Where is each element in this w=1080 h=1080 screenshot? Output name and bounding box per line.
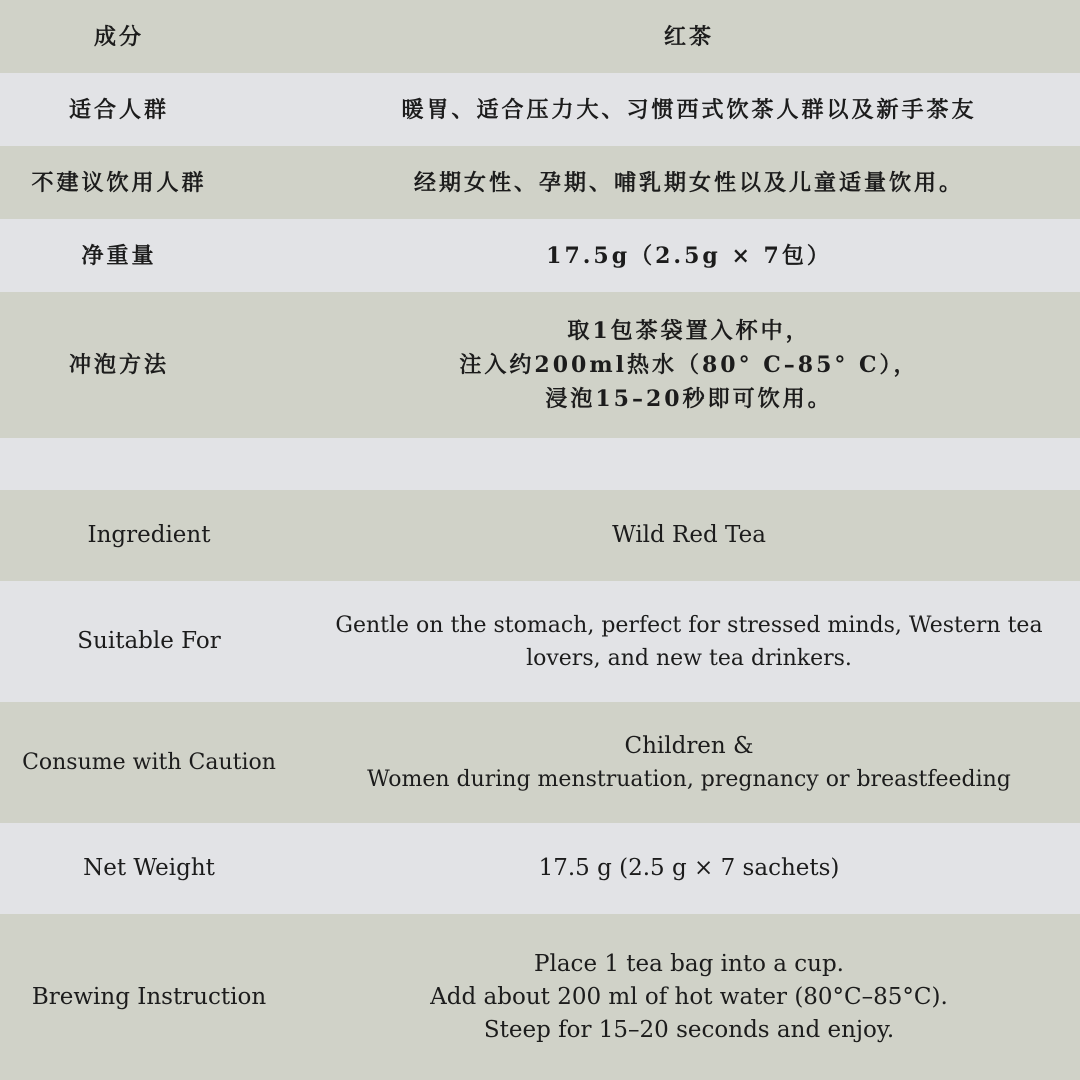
zh-row-brewing <box>0 292 1080 438</box>
zh-value-line: 注入约200ml热水（80° C–85° C）， <box>459 352 919 378</box>
en-value-line: Women during menstruation, pregnancy or breastfeeding <box>367 766 1011 792</box>
en-row-caution <box>0 702 1080 823</box>
en-value-line: lovers, and new tea drinkers. <box>526 645 852 671</box>
zh-value-line: 取1包茶袋置入杯中， <box>567 318 811 344</box>
zh-row-suitable-for <box>0 73 1080 146</box>
zh-row-net-weight <box>0 219 1080 292</box>
section-divider <box>0 438 1080 490</box>
zh-row-caution <box>0 146 1080 219</box>
zh-label: 适合人群 <box>68 96 169 123</box>
zh-value <box>298 292 1080 438</box>
en-value <box>318 702 1060 823</box>
zh-value-line: 浸泡15–20秒即可饮用。 <box>545 386 833 412</box>
zh-label: 不建议饮用人群 <box>31 169 207 196</box>
zh-label: 净重量 <box>81 242 157 269</box>
en-value-line: Place 1 tea bag into a cup. <box>534 950 844 977</box>
en-value-line: 17.5 g (2.5 g × 7 sachets) <box>538 855 840 881</box>
en-value-line: Steep for 15–20 seconds and enjoy. <box>483 1016 895 1043</box>
en-value <box>318 490 1060 581</box>
zh-value-line: 经期女性、孕期、哺乳期女性以及儿童适量饮用。 <box>413 169 964 196</box>
zh-label: 成分 <box>93 23 144 50</box>
en-value-line: Children & <box>624 732 754 759</box>
en-value-line: Gentle on the stomach, perfect for stressed minds, Western tea <box>335 612 1043 638</box>
en-label: Ingredient <box>87 522 211 548</box>
en-row-ingredient <box>0 490 1080 581</box>
zh-row-ingredient <box>0 0 1080 73</box>
en-label: Net Weight <box>83 855 215 881</box>
zh-value <box>298 73 1080 146</box>
en-value-line: Wild Red Tea <box>612 522 766 548</box>
en-value <box>318 581 1060 702</box>
en-value <box>318 914 1060 1080</box>
en-label: Consume with Caution <box>22 750 276 775</box>
zh-value-line: 17.5g（2.5g × 7包） <box>546 242 832 269</box>
zh-value <box>298 0 1080 73</box>
zh-label: 冲泡方法 <box>68 352 169 378</box>
zh-value-line: 暖胃、适合压力大、习惯西式饮茶人群以及新手茶友 <box>401 96 977 123</box>
en-row-brewing <box>0 914 1080 1080</box>
zh-value <box>298 146 1080 219</box>
zh-value <box>298 219 1080 292</box>
en-value <box>318 823 1060 914</box>
en-value-line: Add about 200 ml of hot water (80°C–85°C). <box>430 983 948 1010</box>
en-row-suitable-for <box>0 581 1080 702</box>
en-row-net-weight <box>0 823 1080 914</box>
en-label: Suitable For <box>77 628 221 654</box>
en-label: Brewing Instruction <box>31 983 267 1010</box>
zh-value-line: 红茶 <box>663 23 714 50</box>
